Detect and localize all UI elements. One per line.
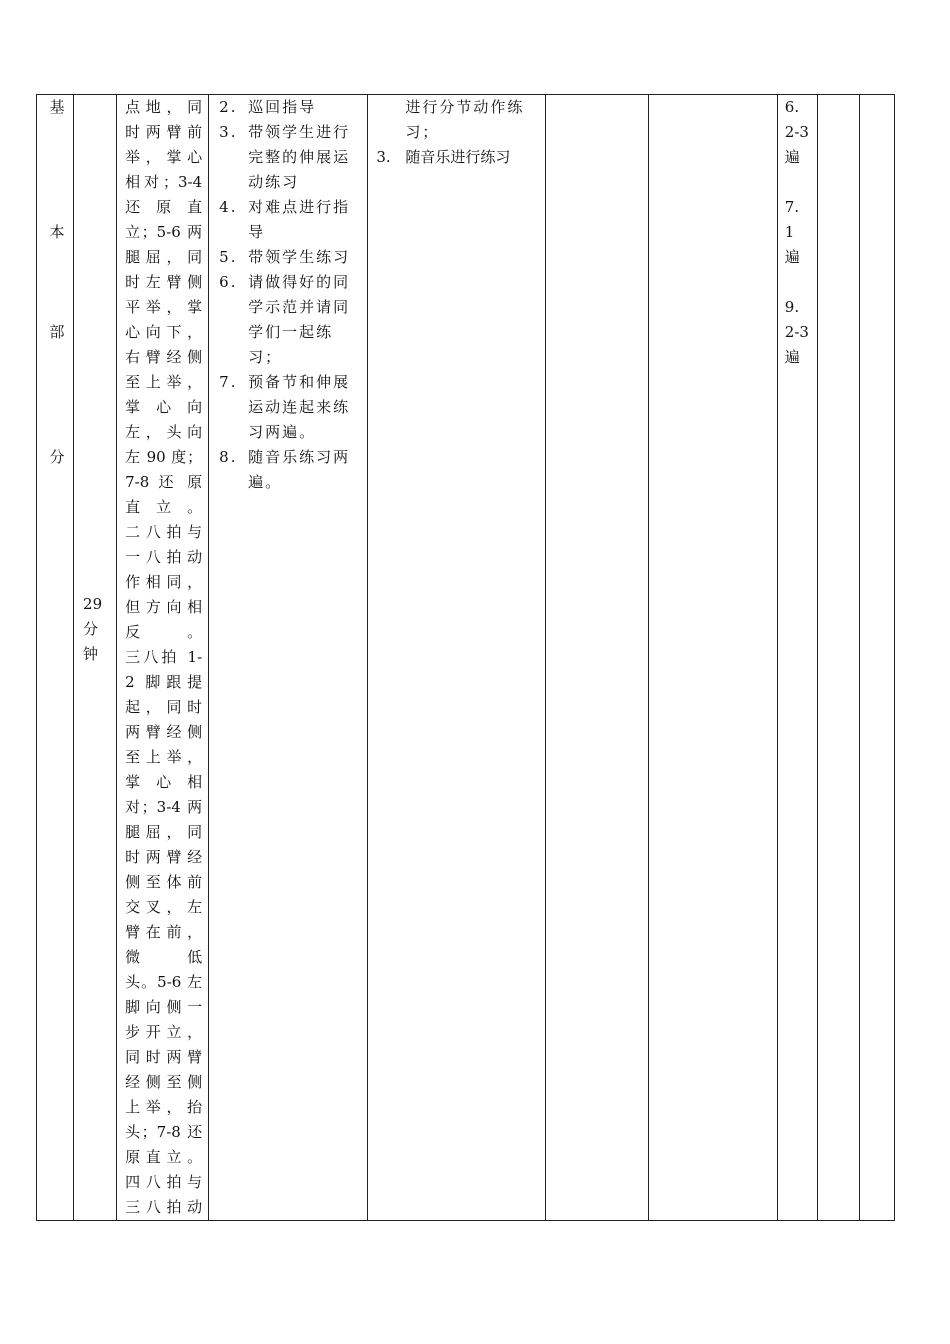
teacher-step <box>219 120 359 195</box>
table-row <box>37 95 895 1221</box>
teacher-step <box>219 370 359 445</box>
content-line: 头。5-6 左 <box>125 973 203 991</box>
step-text: 动练习 <box>248 173 300 191</box>
step-text: 带领学生进行 <box>248 123 351 141</box>
teacher-activity-cell <box>209 95 368 1221</box>
teacher-step <box>219 270 359 370</box>
student-step <box>376 145 536 170</box>
repetition-entry <box>785 295 817 370</box>
repetition-count: 2-3 <box>784 323 809 341</box>
step-text: 完整的伸展运 <box>248 148 351 166</box>
step-number: 8. <box>219 448 238 466</box>
step-text: 随音乐进行练习 <box>405 148 511 166</box>
content-line: 点地，同 <box>125 98 203 116</box>
content-line: 原直立。 <box>125 1148 203 1166</box>
step-text: 学们一起练习； <box>248 323 334 366</box>
step-number: 6. <box>219 273 238 291</box>
content-line: 脚向侧一 <box>125 998 203 1016</box>
exercise-description <box>117 95 208 1220</box>
content-line: 掌 心 向 <box>125 398 203 416</box>
step-text: 遍。 <box>248 473 283 491</box>
content-line: 腿屈，同 <box>125 248 203 266</box>
content-line: 四八拍与 <box>125 1173 203 1191</box>
content-line: 至上举， <box>125 748 203 766</box>
content-cell <box>117 95 209 1221</box>
content-line: 腿屈，同 <box>125 823 203 841</box>
content-line: 平举，掌 <box>125 298 203 316</box>
step-number: 7. <box>219 373 238 391</box>
step-text: 习两遍。 <box>248 423 317 441</box>
content-line: 经侧至侧 <box>125 1073 203 1091</box>
step-number: 5. <box>219 248 238 266</box>
teacher-step <box>219 445 359 495</box>
content-line: 作相同， <box>125 573 203 591</box>
repetition-entry <box>785 195 817 270</box>
content-line: 同时两臂 <box>125 1048 203 1066</box>
section-char: 基 <box>49 98 65 116</box>
repetition-unit: 遍 <box>784 148 800 166</box>
teacher-step <box>219 95 359 120</box>
content-line: 三八拍 1- <box>125 648 203 666</box>
content-line: 左 90 度； <box>125 448 203 466</box>
content-line: 7-8 还 原 <box>125 473 203 491</box>
repetition-count: 1 <box>784 223 795 241</box>
content-line: 对；3-4 两 <box>125 798 203 816</box>
content-line: 立；5-6 两 <box>125 223 203 241</box>
blank-cell <box>859 95 894 1221</box>
section-cell <box>37 95 74 1221</box>
step-number: 4. <box>219 198 238 216</box>
content-line: 微 低 <box>125 948 203 966</box>
step-text: 随音乐练习两 <box>248 448 351 466</box>
step-number: 3. <box>376 148 391 166</box>
content-line: 上举，抬 <box>125 1098 203 1116</box>
time-cell <box>74 95 117 1221</box>
time-unit: 钟 <box>83 645 99 663</box>
student-continued-text <box>376 95 536 145</box>
repetition-num: 6. <box>784 98 800 116</box>
step-text: 带领学生练习 <box>248 248 351 266</box>
organization-cell <box>545 95 648 1221</box>
content-line: 时两臂前 <box>125 123 203 141</box>
content-line: 一八拍动 <box>125 548 203 566</box>
content-line: 举，掌心 <box>125 148 203 166</box>
teacher-step <box>219 195 359 245</box>
repetition-entry <box>785 95 817 170</box>
content-line: 相对；3-4 <box>125 173 203 191</box>
content-line: 时左臂侧 <box>125 273 203 291</box>
content-line: 反。 <box>125 623 203 641</box>
content-line: 起，同时 <box>125 698 203 716</box>
time-unit: 分 <box>83 620 99 638</box>
lesson-plan-table <box>36 94 895 1221</box>
content-line: 2 脚跟提 <box>125 673 203 691</box>
step-text: 进行分节动作练 <box>405 98 525 116</box>
student-steps <box>368 95 544 170</box>
repetitions-list <box>778 95 817 370</box>
step-number: 2. <box>219 98 238 116</box>
content-line: 心向下， <box>125 323 203 341</box>
repetition-unit: 遍 <box>784 348 800 366</box>
content-line: 但方向相 <box>125 598 203 616</box>
teacher-steps-list <box>209 95 367 495</box>
repetition-count: 2-3 <box>784 123 809 141</box>
content-line: 两臂经侧 <box>125 723 203 741</box>
content-line: 直立。 <box>125 498 203 516</box>
step-text: 习； <box>405 123 440 141</box>
content-line: 左，头向 <box>125 423 203 441</box>
content-line: 头；7-8 还 <box>125 1123 203 1141</box>
step-text: 预备节和伸展 <box>248 373 351 391</box>
section-char: 分 <box>49 448 65 466</box>
step-text: 请做得好的同 <box>248 273 351 291</box>
step-number: 3. <box>219 123 238 141</box>
section-char: 本 <box>49 223 65 241</box>
content-line: 交叉，左 <box>125 898 203 916</box>
repetitions-cell <box>777 95 817 1221</box>
content-line: 二八拍与 <box>125 523 203 541</box>
step-text: 运动连起来练 <box>248 398 351 416</box>
repetition-num: 9. <box>784 298 800 316</box>
step-text: 学示范并请同 <box>248 298 351 316</box>
content-line: 三八拍动 <box>125 1198 203 1216</box>
step-text: 导 <box>248 223 266 241</box>
content-line: 至上举， <box>125 373 203 391</box>
content-line: 时两臂经 <box>125 848 203 866</box>
repetition-num: 7. <box>784 198 800 216</box>
blank-cell <box>648 95 777 1221</box>
content-line: 臂在前， <box>125 923 203 941</box>
repetition-unit: 遍 <box>784 248 800 266</box>
step-text: 对难点进行指 <box>248 198 351 216</box>
section-char: 部 <box>49 323 65 341</box>
content-line: 掌 心 相 <box>125 773 203 791</box>
teacher-step <box>219 245 359 270</box>
student-steps-list <box>376 145 536 170</box>
blank-cell <box>817 95 859 1221</box>
step-text: 巡回指导 <box>248 98 317 116</box>
content-line: 右臂经侧 <box>125 348 203 366</box>
content-line: 还 原 直 <box>125 198 203 216</box>
time-value: 29 <box>83 595 103 613</box>
student-activity-cell <box>368 95 545 1221</box>
content-line: 侧至体前 <box>125 873 203 891</box>
content-line: 步开立， <box>125 1023 203 1041</box>
